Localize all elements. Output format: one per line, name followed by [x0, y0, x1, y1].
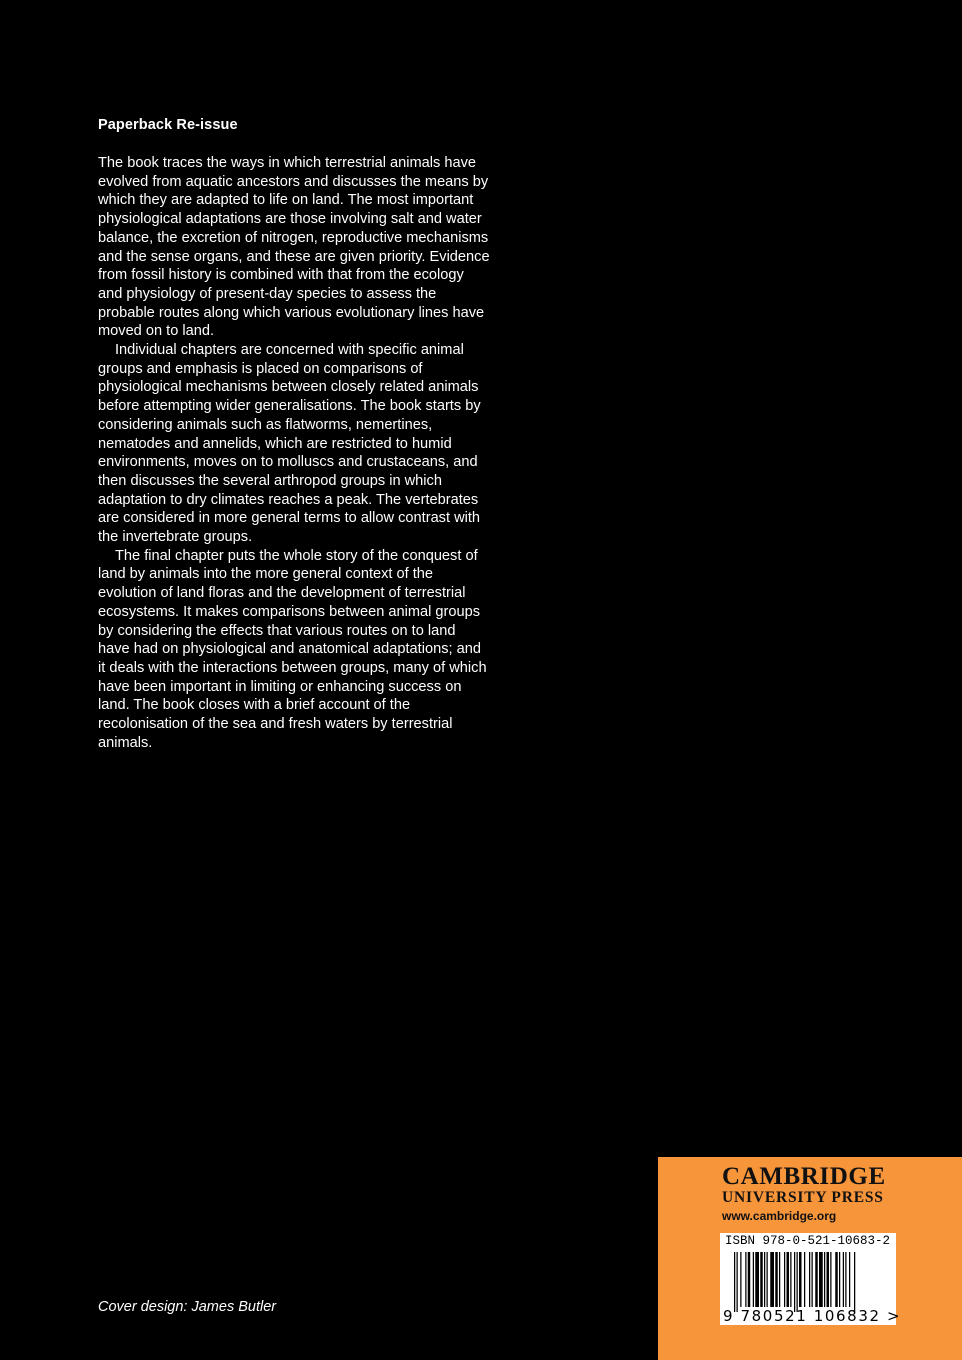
- barcode-bar: [740, 1252, 741, 1307]
- barcode-bar: [797, 1252, 798, 1312]
- barcode-bar: [854, 1252, 855, 1312]
- barcode-bar: [849, 1252, 850, 1307]
- barcode-bar: [748, 1252, 751, 1307]
- isbn-label: ISBN 978-0-521-10683-2: [725, 1234, 891, 1248]
- description-paragraph: The book traces the ways in which terrestrial animals have evolved from aquatic ancestors and discusses the means by which they are adapted to life on land. The most important physiological adaptations are those involving salt and water balance, the excretion of nitrogen, reproductive mechanisms and the sense organs, and these are given priority. Evidence from fossil history is combined with that from the ecology and physiology of present-day species to assess the probable routes along which various evolutionary lines have moved on to land.: [98, 155, 490, 340]
- barcode-bar: [830, 1252, 831, 1307]
- publisher-url: www.cambridge.org: [722, 1209, 837, 1223]
- barcode-bar: [839, 1252, 840, 1307]
- description-paragraph: Individual chapters are concerned with specific animal groups and emphasis is placed on comparisons of physiological mechanisms between closely related animals before attempting wider generalisations. The book starts by considering animals such as flatworms, nemertines, nematodes and annelids, which are restricted to humid environments, moves on to molluscs and crustaceans, and then discusses the several arthropod groups in which adaptation to dry climates reaches a peak. The vertebrates are considered in more general terms to allow contrast with the invertebrate groups.: [98, 342, 481, 546]
- isbn-barcode: [720, 1233, 902, 1325]
- barcode-bar: [779, 1252, 780, 1307]
- barcode-bar: [764, 1252, 765, 1307]
- description-paragraph: The final chapter puts the whole story of the conquest of land by animals into the more general context of the evolution of land floras and the development of terrestrial ecosystems. It makes comparisons between animal groups by considering the effects that various routes on to land have had on physiological and anatomical adaptations; and it deals with the interactions between groups, many of which have been important in limiting or enhancing success on land. The book closes with a brief account of the recolonisation of the sea and fresh waters by terrestrial animals.: [98, 547, 487, 751]
- barcode-bar: [812, 1252, 813, 1307]
- barcode-bar: [775, 1252, 778, 1307]
- ean-digits: 9 780521 106832 >: [723, 1307, 902, 1325]
- barcode-bar: [827, 1252, 830, 1307]
- barcode-bar: [734, 1252, 735, 1312]
- barcode-bar: [753, 1252, 754, 1307]
- barcode-bar: [809, 1252, 810, 1307]
- barcode-bar: [790, 1252, 791, 1307]
- cover-design-credit: Cover design: James Butler: [98, 1299, 277, 1315]
- publisher-panel: [658, 1157, 962, 1360]
- publisher-subtitle: UNIVERSITY PRESS: [722, 1189, 884, 1206]
- barcode-bar: [799, 1252, 802, 1307]
- barcode-bar: [835, 1252, 838, 1307]
- barcode-bar: [794, 1252, 795, 1312]
- barcode-bar: [784, 1252, 785, 1307]
- barcode-bar: [745, 1252, 746, 1307]
- book-description: [98, 154, 490, 753]
- publisher-name: CAMBRIDGE: [722, 1163, 886, 1190]
- section-heading: Paperback Re-issue: [98, 117, 238, 133]
- barcode-bar: [767, 1252, 768, 1307]
- barcode-bar: [755, 1252, 759, 1307]
- barcode-bar: [819, 1252, 823, 1307]
- barcode-bar: [843, 1252, 844, 1307]
- barcode-bar: [760, 1252, 763, 1307]
- barcode-bar: [845, 1252, 846, 1307]
- barcode-bar: [804, 1252, 805, 1307]
- barcode-bar: [824, 1252, 825, 1307]
- barcode-bar: [737, 1252, 738, 1312]
- barcode-bar: [787, 1252, 790, 1307]
- barcode-bar: [770, 1252, 774, 1307]
- barcode-bar: [815, 1252, 818, 1307]
